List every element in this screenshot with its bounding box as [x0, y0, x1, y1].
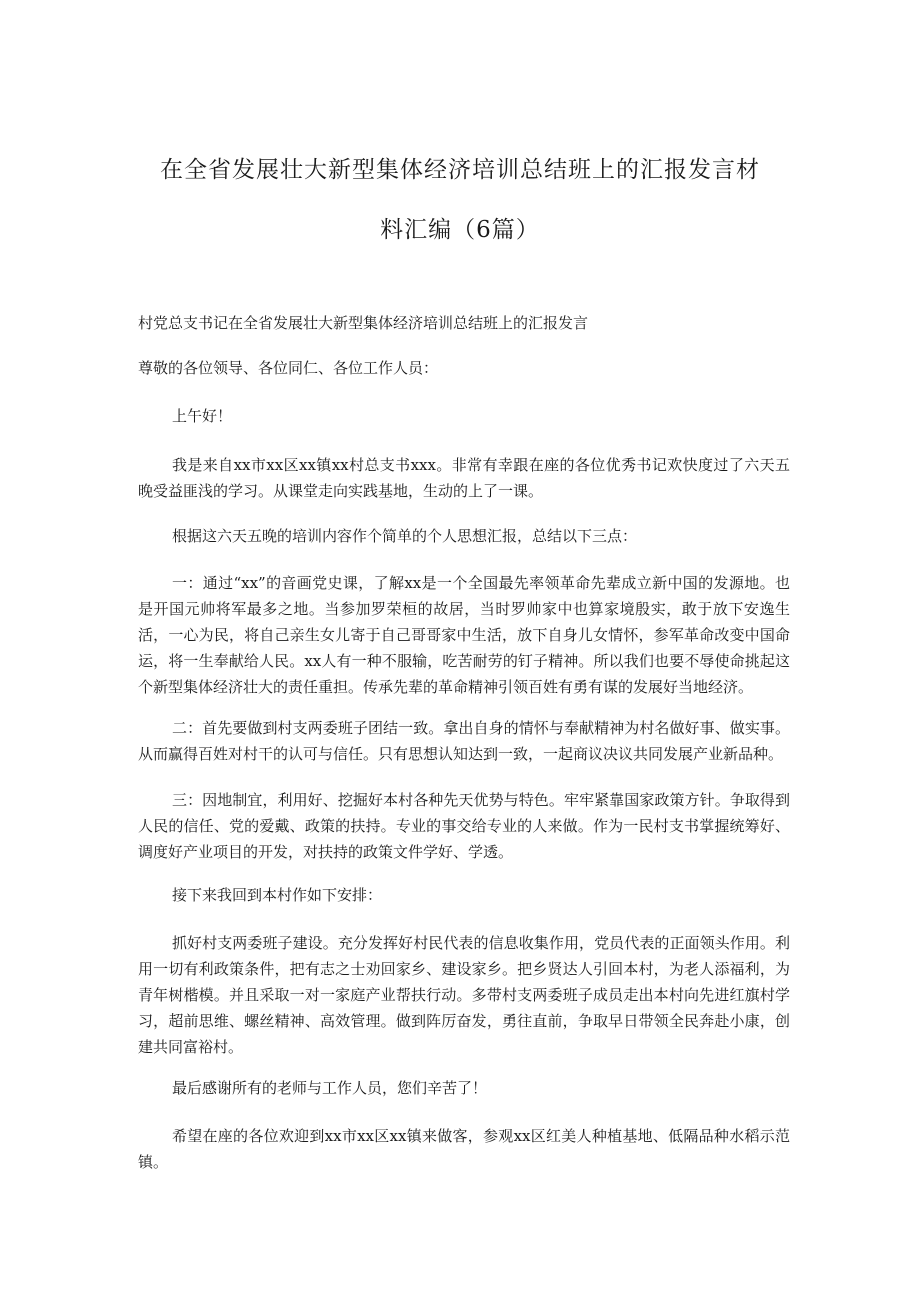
body-paragraph: 我是来自xx市xx区xx镇xx村总支书xxx。非常有幸跟在座的各位优秀书记欢快度过了六天五晚受益匪浅的学习。从课堂走向实践基地，生动的上了一课。: [138, 456, 790, 500]
body-paragraph: 接下来我回到本村作如下安排：: [172, 886, 383, 904]
invitation-paragraph: 希望在座的各位欢迎到xx市xx区xx镇来做客，参观xx区红美人种植基地、低隔品种水稻示范镇。: [138, 1127, 790, 1171]
point-one-paragraph: 一：通过“xx”的音画党史课，了解xx是一个全国最先率领革命先辈成立新中国的发源地。也是开国元帅将军最多之地。当参加罗荣桓的故居，当时罗帅家中也算家境殷实，敢于放下安逸生活，一心为民，将自己亲生女儿寄于自己哥哥家中生活，放下自身儿女情怀，参军革命改变中国命运，将一生奉献给人民。xx人有一种不服输，吃苦耐劳的钉子精神。所以我们也要不辱使命挑起这个新型集体经济壮大的责任重担。传承先辈的革命精神引领百姓有勇有谋的发展好当地经济。: [138, 574, 790, 696]
body-paragraph: 根据这六天五晚的培训内容作个简单的个人思想汇报，总结以下三点：: [172, 527, 638, 545]
salutation: 尊敬的各位领导、各位同仁、各位工作人员：: [138, 359, 439, 377]
thanks-paragraph: 最后感谢所有的老师与工作人员，您们辛苦了！: [172, 1079, 488, 1097]
arrangement-paragraph: 抓好村支两委班子建设。充分发挥好村民代表的信息收集作用，党员代表的正面领头作用。利用一切有利政策条件，把有志之士劝回家乡、建设家乡。把乡贤达人引回本村，为老人添福利，为青年树楷模。并且采取一对一家庭产业帮扶行动。多带村支两委班子成员走出本村向先进红旗村学习，超前思维、螺丝精神、高效管理。做到阵厉奋发，勇往直前，争取早日带领全民奔赴小康，创建共同富裕村。: [138, 934, 790, 1056]
document-title-line-2: 料汇编（6篇）: [380, 217, 540, 243]
document-title-line-1: 在全省发展壮大新型集体经济培训总结班上的汇报发言材: [160, 157, 760, 183]
point-three-paragraph: 三：因地制宜，利用好、挖掘好本村各种先天优势与特色。牢牢紧靠国家政策方针。争取得到人民的信任、党的爱戴、政策的扶持。专业的事交给专业的人来做。作为一民村支书掌握统筹好、调度好产业项目的开发，对扶持的政策文件学好、学透。: [138, 791, 790, 861]
greeting: 上午好！: [172, 407, 233, 425]
section-heading: 村党总支书记在全省发展壮大新型集体经济培训总结班上的汇报发言: [138, 314, 589, 332]
point-two-paragraph: 二：首先要做到村支两委班子团结一致。拿出自身的情怀与奉献精神为村名做好事、做实事。从而赢得百姓对村干的认可与信任。只有思想认知达到一致，一起商议决议共同发展产业新品种。: [138, 719, 790, 763]
